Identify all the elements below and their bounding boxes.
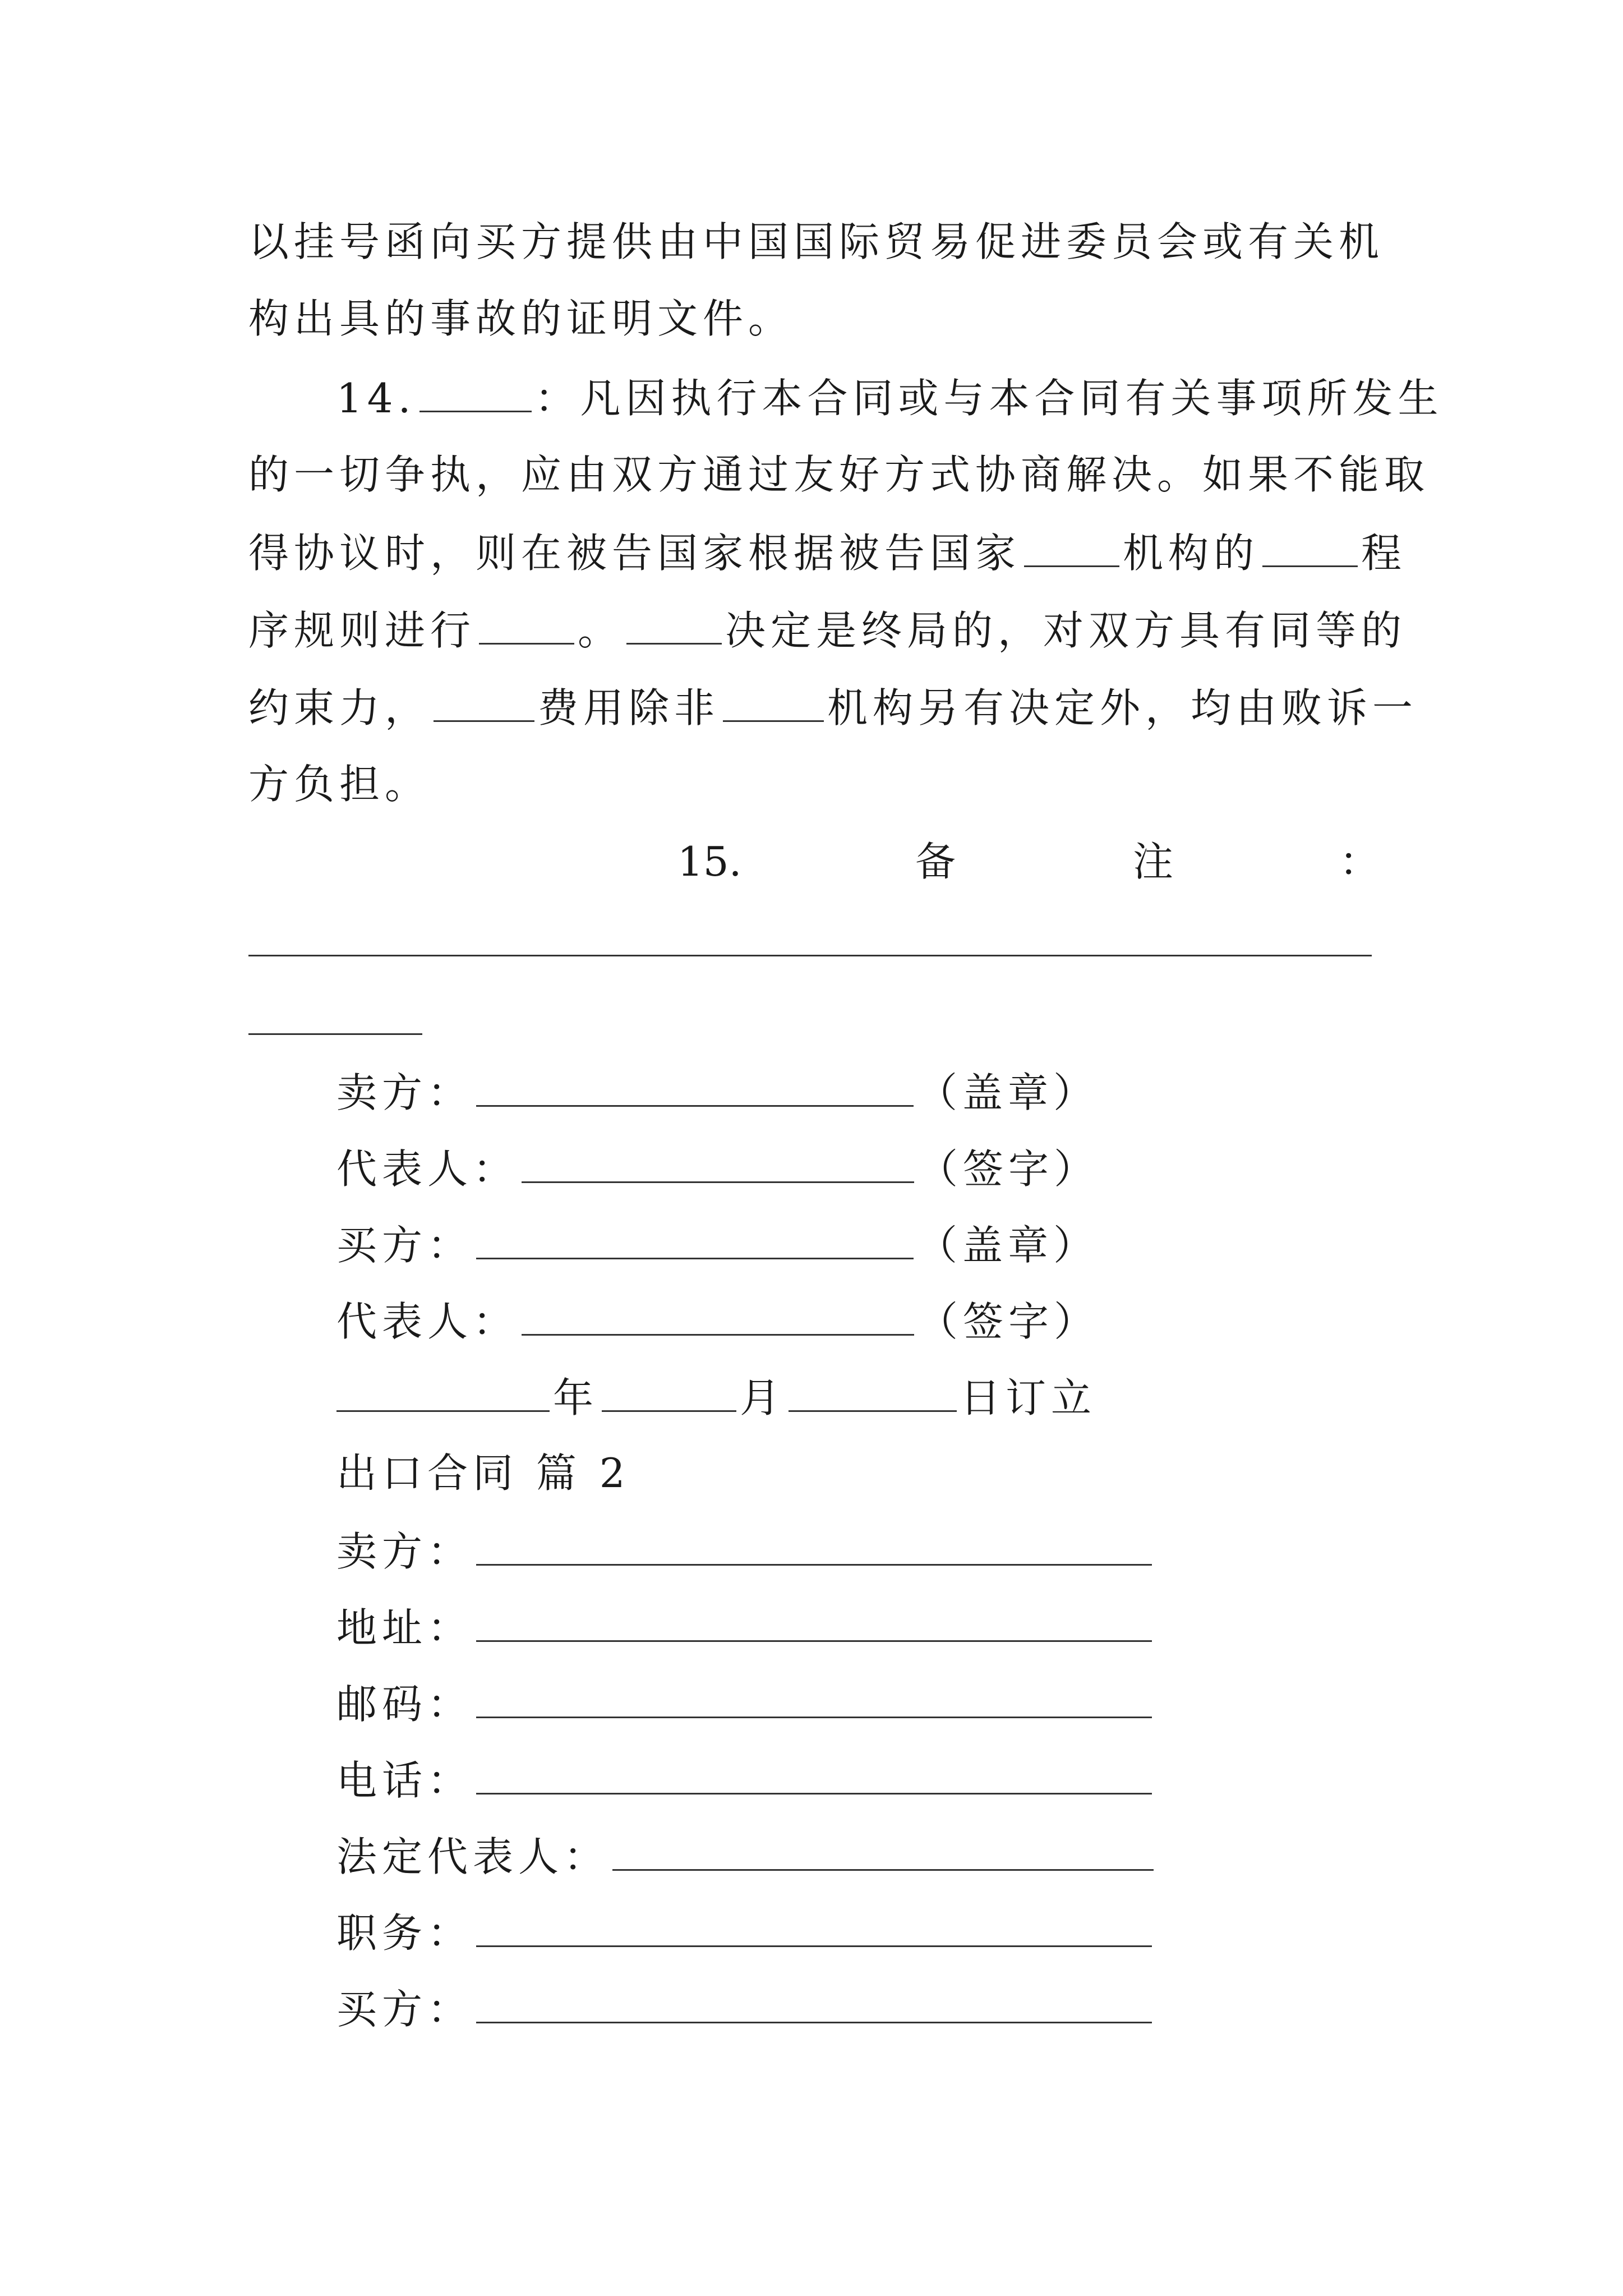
buyer-rep-sign-note: （签字） [917,1298,1100,1345]
clause14-line2: 的一切争执，应由双方通过友好方式协商解决。如果不能取 [248,451,1430,498]
clause14-line1 [336,375,1444,422]
seller-label: 卖方： [336,1069,473,1116]
signature-row-seller [336,1069,1099,1116]
contract2-legal-rep-label: 法定代表人： [336,1833,610,1880]
clause14-line5-b: 费用除非 [538,684,720,731]
contract2-phone-row [336,1757,1155,1804]
contract2-legal-rep-field[interactable] [612,1835,1154,1871]
contract2-title: 出口合同 篇 2 [336,1450,630,1497]
buyer-label: 买方： [336,1222,473,1269]
clause14-title-blank[interactable] [419,377,532,412]
clause15-char1: 备 [915,838,956,885]
day-field[interactable] [789,1377,957,1412]
contract2-address-row [336,1604,1155,1651]
remarks-line-1[interactable] [248,955,1372,956]
contract2-address-label: 地址： [336,1604,473,1651]
clause14-line5-a: 约束力， [248,684,431,731]
contract2-postcode-label: 邮码： [336,1681,473,1728]
clause15-char2: 注 [1133,838,1174,885]
contract2-position-field[interactable] [476,1912,1152,1947]
signature-row-buyer-rep [336,1298,1100,1345]
contract2-position-row [336,1910,1155,1957]
clause14-line5 [248,684,1418,731]
contract2-seller-label: 卖方： [336,1528,473,1575]
clause14-number: 14. [336,375,416,422]
seller-rep-signature-field[interactable] [522,1148,914,1183]
contract2-position-label: 职务： [336,1910,473,1957]
month-field[interactable] [602,1377,736,1412]
arbitration-fee-blank[interactable] [434,687,534,722]
contract2-seller-field[interactable] [476,1530,1152,1566]
clause14-line3 [248,530,1407,577]
arbitration-body-blank[interactable] [1262,532,1358,567]
contract2-buyer-field[interactable] [476,1988,1152,2023]
clause15-number: 15. [677,838,742,885]
contract2-postcode-row [336,1681,1155,1728]
seller-rep-sign-note: （签字） [917,1145,1100,1193]
contract2-phone-field[interactable] [476,1759,1152,1795]
clause14-line3-c: 程 [1361,530,1407,577]
clause14-line4-c: 决定是终局的，对双方具有同等的 [725,607,1407,654]
clause14-text1: ：凡因执行本合同或与本合同有关事项所发生 [534,375,1444,422]
clause13-line1: 以挂号函向买方提供由中国国际贸易促进委员会或有关机 [248,218,1385,265]
contract2-seller-row [336,1528,1155,1575]
clause14-line6: 方负担。 [248,761,431,808]
year-field[interactable] [336,1377,550,1412]
signing-date-line [336,1374,1097,1421]
buyer-seal-note: （盖章） [917,1222,1099,1269]
arbitration-body-blank-2[interactable] [723,687,824,722]
clause14-line4 [248,607,1407,654]
day-label: 日订立 [960,1374,1097,1421]
arbitration-country-blank[interactable] [1024,532,1119,567]
remarks-line-2[interactable] [248,1033,422,1035]
seller-rep-label: 代表人： [336,1145,519,1193]
buyer-rep-signature-field[interactable] [522,1300,914,1336]
signature-row-seller-rep [336,1145,1100,1193]
year-label: 年 [553,1374,599,1421]
buyer-rep-label: 代表人： [336,1298,519,1345]
clause14-line4-b: 。 [578,607,624,654]
seller-signature-field[interactable] [476,1071,914,1107]
clause15-colon: ： [1339,838,1380,885]
clause14-line3-b: 机构的 [1123,530,1260,577]
contract2-address-field[interactable] [476,1607,1152,1642]
clause14-line4-a: 序规则进行 [248,607,476,654]
buyer-signature-field[interactable] [476,1224,914,1259]
seller-seal-note: （盖章） [917,1069,1099,1116]
contract2-legal-rep-row [336,1833,1157,1880]
arbitration-blank-1[interactable] [479,609,574,645]
clause14-line5-c: 机构另有决定外，均由败诉一 [827,684,1418,731]
month-label: 月 [740,1374,786,1421]
arbitration-blank-2[interactable] [626,609,722,645]
contract2-phone-label: 电话： [336,1757,473,1804]
signature-row-buyer [336,1222,1099,1269]
contract2-postcode-field[interactable] [476,1683,1152,1718]
contract2-buyer-label: 买方： [336,1986,473,2033]
clause13-line2: 构出具的事故的证明文件。 [248,295,794,342]
contract2-buyer-row [336,1986,1155,2033]
clause14-line3-a: 得协议时，则在被告国家根据被告国家 [248,530,1021,577]
